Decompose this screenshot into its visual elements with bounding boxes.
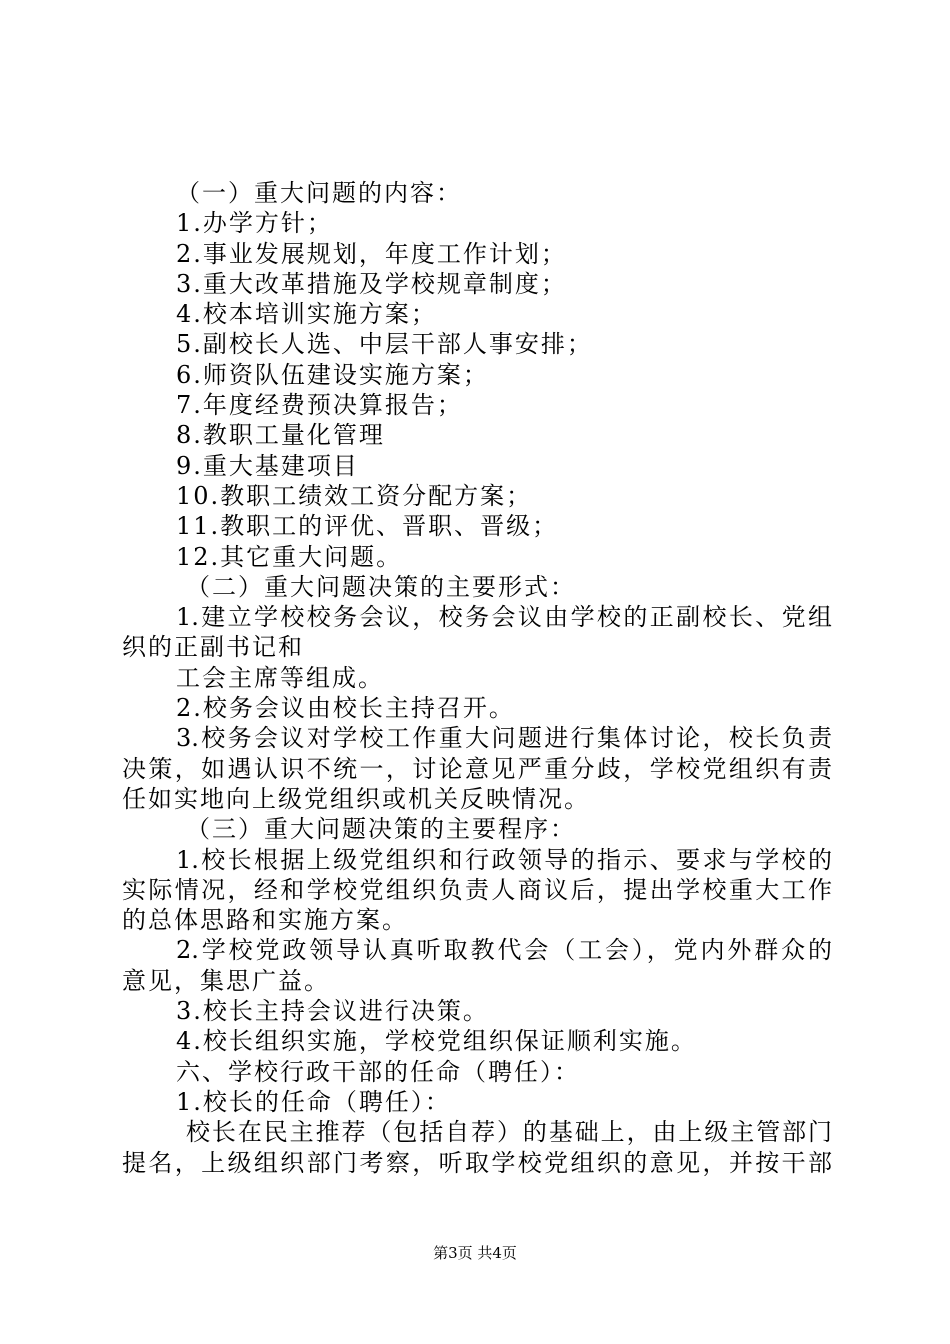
list-item: 2.事业发展规划，年度工作计划； [176,239,567,268]
paragraph-line: 3.校务会议对学校工作重大问题进行集体讨论，校长负责 [176,724,832,753]
paragraph-line: 实际情况，经和学校党组织负责人商议后，提出学校重大工作 [122,875,832,904]
section-heading: （三）重大问题决策的主要程序： [186,815,576,844]
section-heading: （二）重大问题决策的主要形式： [186,572,576,601]
paragraph-line: 1.校长根据上级党组织和行政领导的指示、要求与学校的 [176,845,832,874]
paragraph-line: 2.学校党政领导认真听取教代会（工会），党内外群众的 [176,936,832,965]
paragraph-line: 决策，如遇认识不统一，讨论意见严重分歧，学校党组织有责 [122,754,832,783]
list-item: 1.校长的任命（聘任）： [176,1087,451,1116]
page-footer: 第3页 共4页 [433,1244,517,1262]
list-item: 10.教职工绩效工资分配方案； [176,481,533,510]
paragraph-line: 任如实地向上级党组织或机关反映情况。 [122,784,590,813]
list-item: 12.其它重大问题。 [176,542,403,571]
list-item: 9.重大基建项目 [176,451,359,480]
paragraph-line: 1.建立学校校务会议，校务会议由学校的正副校长、党组 [176,603,832,632]
paragraph-line: 的总体思路和实施方案。 [122,906,408,935]
list-item: 8.教职工量化管理 [176,421,385,450]
list-item: 3.校长主持会议进行决策。 [176,997,489,1026]
section-heading: （一）重大问题的内容： [176,179,462,207]
paragraph-line: 提名，上级组织部门考察，听取学校党组织的意见，并按干部 [122,1148,832,1177]
list-item: 1.办学方针； [176,209,333,238]
list-item: 5.副校长人选、中层干部人事安排； [176,330,593,359]
list-item: 4.校本培训实施方案； [176,300,437,329]
paragraph-line: 意见，集思广益。 [122,966,330,995]
list-item: 6.师资队伍建设实施方案； [176,360,489,389]
list-item: 7.年度经费预决算报告； [176,391,463,420]
list-item: 3.重大改革措施及学校规章制度； [176,269,567,298]
document-body [122,178,832,1178]
paragraph-line: 工会主席等组成。 [176,663,384,692]
list-item: 11.教职工的评优、晋职、晋级； [176,512,559,541]
paragraph-line: 织的正副书记和 [122,633,304,662]
section-heading: 六、学校行政干部的任命（聘任）： [176,1057,580,1086]
paragraph-line: 校长在民主推荐（包括自荐）的基础上，由上级主管部门 [186,1118,832,1147]
list-item: 4.校长组织实施，学校党组织保证顺利实施。 [176,1027,697,1056]
list-item: 2.校务会议由校长主持召开。 [176,694,515,723]
